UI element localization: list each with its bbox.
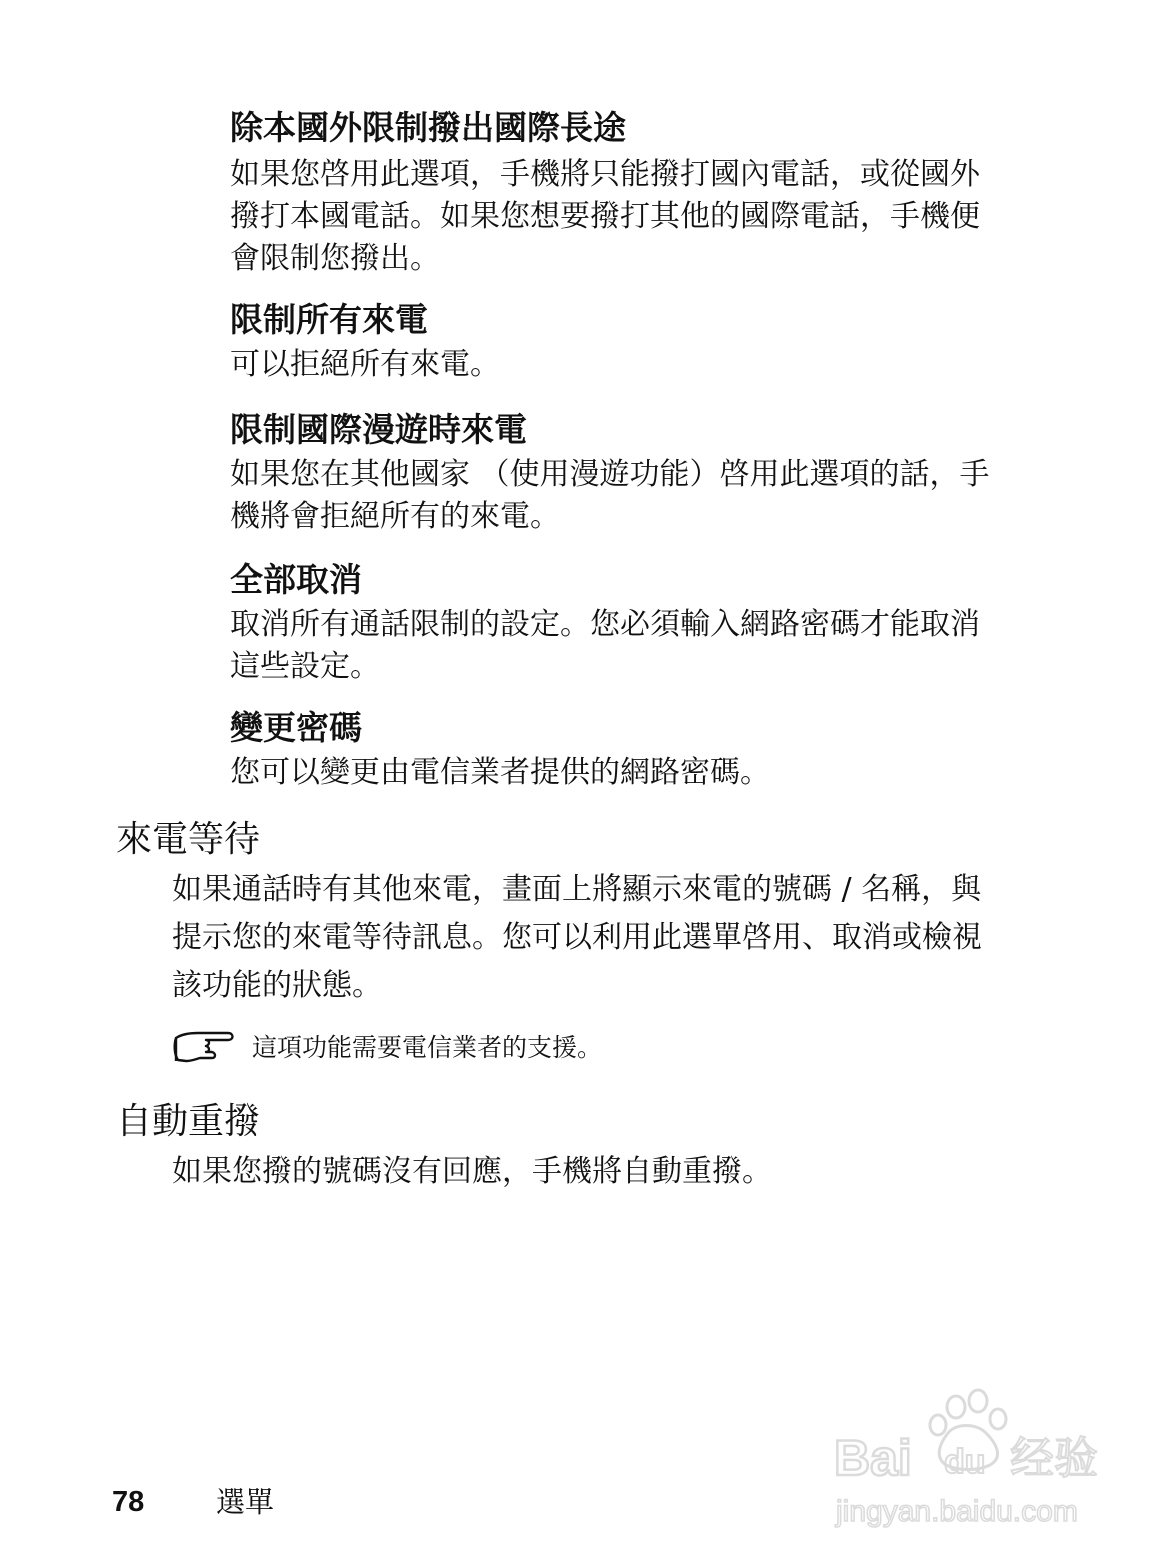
call-waiting-title: 來電等待 bbox=[116, 819, 261, 860]
baidu-watermark-logo bbox=[830, 1385, 1110, 1535]
auto-redial-title: 自動重撥 bbox=[116, 1101, 261, 1142]
body-line: 您可以變更由電信業者提供的網路密碼。 bbox=[230, 755, 770, 790]
svg-text:Bai: Bai bbox=[834, 1430, 912, 1486]
note-text: 這項功能需要電信業者的支援。 bbox=[252, 1033, 603, 1062]
body-line: 這些設定。 bbox=[230, 649, 380, 684]
section-body-change-password bbox=[230, 752, 1050, 794]
call-waiting-body bbox=[172, 866, 1052, 1010]
section-body-roaming-incoming bbox=[230, 454, 1050, 538]
section-body-bar-all-incoming bbox=[230, 344, 1050, 386]
svg-text:jingyan.baidu.com: jingyan.baidu.com bbox=[836, 1495, 1078, 1528]
section-body-cancel-all bbox=[230, 604, 1050, 688]
body-line: 如果您撥的號碼沒有回應，手機將自動重撥。 bbox=[172, 1154, 772, 1189]
section-title-cancel-all: 全部取消 bbox=[230, 560, 362, 599]
body-line: 取消所有通話限制的設定。您必須輸入網路密碼才能取消 bbox=[230, 607, 980, 642]
body-line: 撥打本國電話。如果您想要撥打其他的國際電話，手機便 bbox=[230, 199, 980, 234]
svg-text:经验: 经验 bbox=[1010, 1433, 1098, 1484]
page-number: 78 bbox=[112, 1486, 145, 1518]
body-line: 會限制您撥出。 bbox=[230, 241, 440, 276]
svg-text:du: du bbox=[944, 1443, 986, 1481]
section-title-roaming-incoming: 限制國際漫遊時來電 bbox=[230, 410, 527, 449]
body-line: 機將會拒絕所有的來電。 bbox=[230, 499, 560, 534]
footer-section-label: 選單 bbox=[216, 1485, 275, 1519]
body-line: 如果您啓用此選項，手機將只能撥打國內電話，或從國外 bbox=[230, 157, 980, 192]
section-title-international-outgoing: 除本國外限制撥出國際長途 bbox=[230, 108, 626, 147]
auto-redial-body bbox=[172, 1148, 1052, 1196]
body-line: 提示您的來電等待訊息。您可以利用此選單啓用、取消或檢視 bbox=[172, 920, 982, 955]
body-line: 如果通話時有其他來電，畫面上將顯示來電的號碼 / 名稱，與 bbox=[172, 872, 982, 907]
body-line: 該功能的狀態。 bbox=[172, 968, 382, 1003]
pointing-hand-icon bbox=[172, 1028, 240, 1068]
call-waiting-note bbox=[172, 1026, 602, 1070]
body-line: 可以拒絕所有來電。 bbox=[230, 347, 500, 382]
body-line: 如果您在其他國家 （使用漫遊功能）啓用此選項的話，手 bbox=[230, 457, 990, 492]
section-body-international-outgoing bbox=[230, 154, 1050, 280]
section-title-change-password: 變更密碼 bbox=[230, 708, 362, 747]
section-title-bar-all-incoming: 限制所有來電 bbox=[230, 300, 428, 339]
